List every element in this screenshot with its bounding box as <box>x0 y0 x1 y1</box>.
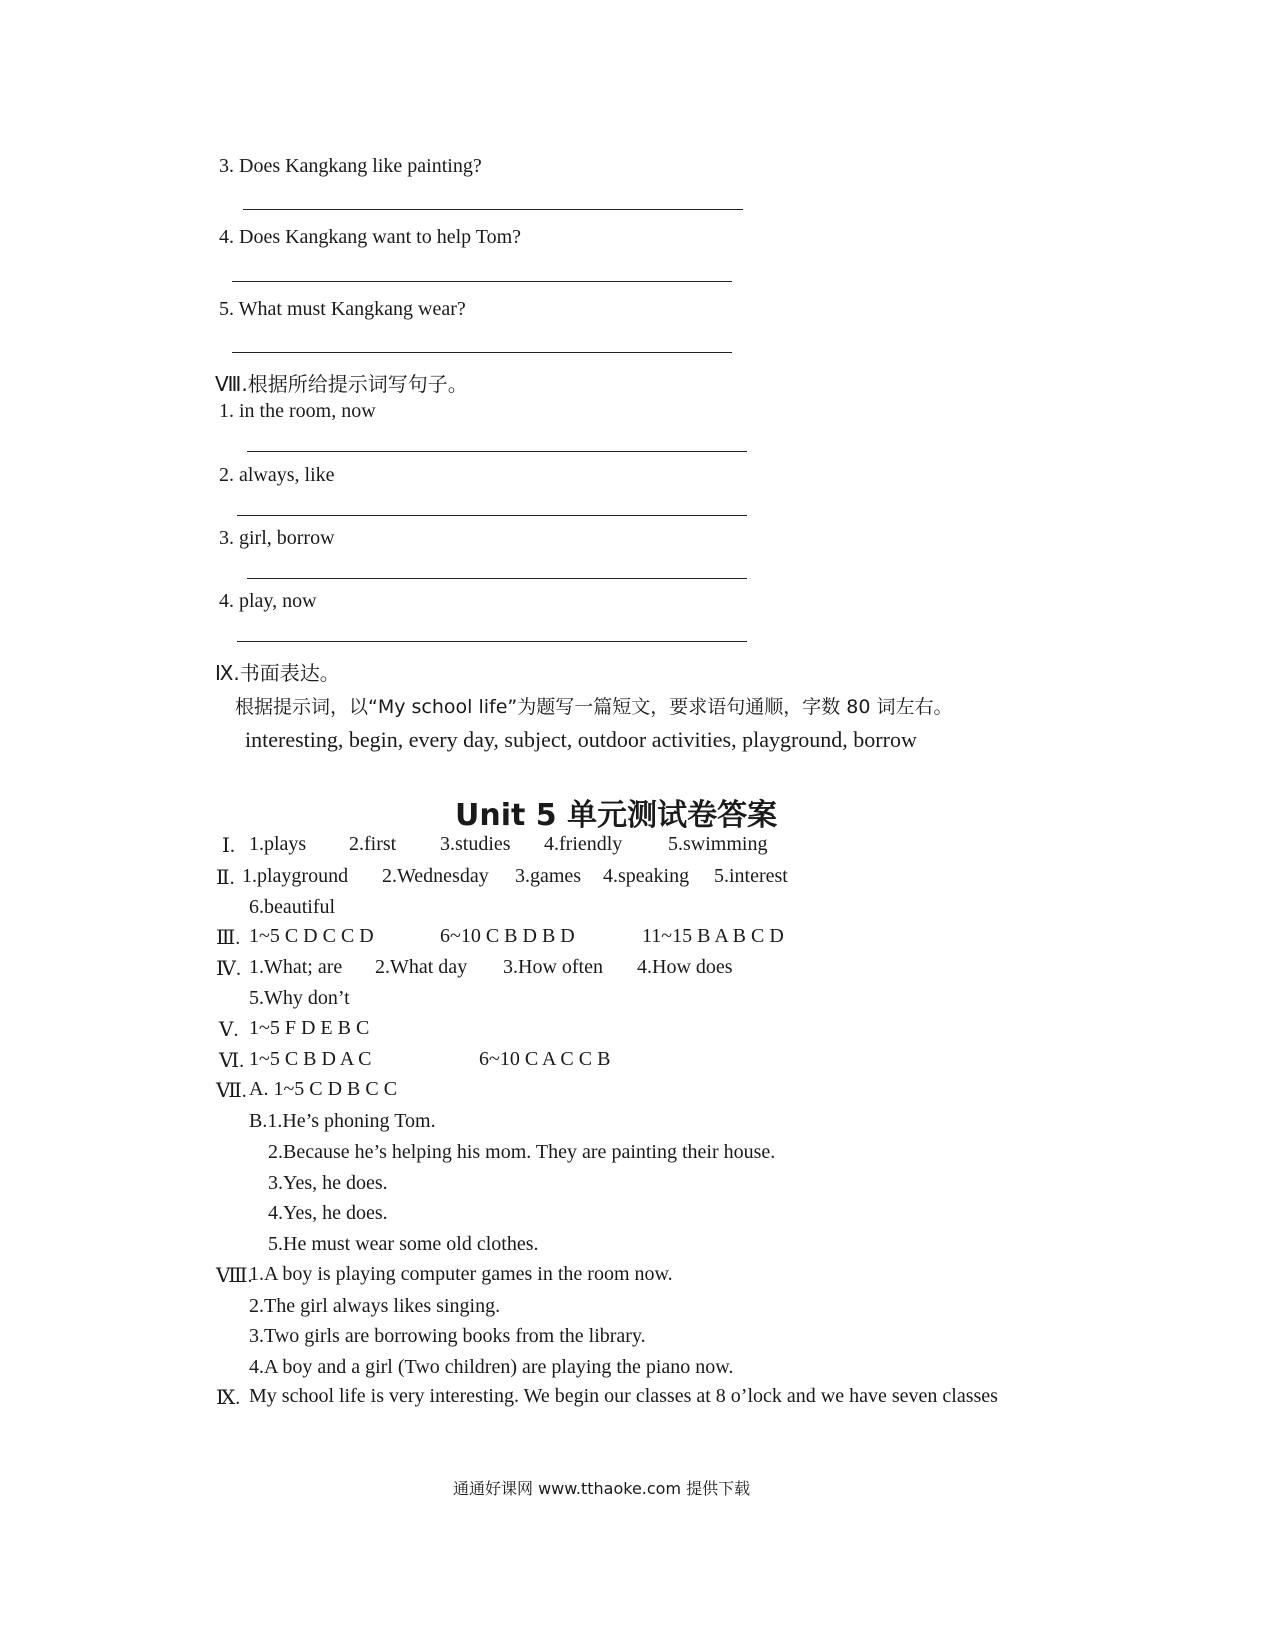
answer-v-1: 1~5 F D E B C <box>249 1017 370 1039</box>
answer-vii-b-3: 3.Yes, he does. <box>268 1172 388 1194</box>
answer-ii-3: 3.games <box>515 865 582 887</box>
answer-vii-b-1: B.1.He’s phoning Tom. <box>249 1110 436 1132</box>
answer-viii-label: Ⅷ. <box>216 1265 253 1287</box>
answer-line <box>237 515 747 516</box>
answer-iv-4: 4.How does <box>637 956 733 978</box>
section-viii-item-2: 2. always, like <box>219 464 335 486</box>
answer-iv-label: Ⅳ. <box>216 958 241 980</box>
answer-iii-1: 1~5 C D C C D <box>249 925 374 947</box>
answer-ii-5: 5.interest <box>714 865 788 887</box>
answer-vii-a: A. 1~5 C D B C C <box>249 1078 398 1100</box>
section-ix-heading: Ⅸ.书面表达。 <box>215 661 340 685</box>
answer-line <box>232 352 732 353</box>
answer-i-label: Ⅰ. <box>222 835 235 857</box>
answer-line <box>247 451 747 452</box>
answer-line <box>247 578 747 579</box>
section-viii-item-3: 3. girl, borrow <box>219 527 335 549</box>
answer-iv-1: 1.What; are <box>249 956 343 978</box>
answer-vi-label: Ⅵ. <box>219 1050 245 1072</box>
answer-i-1: 1.plays <box>249 833 307 855</box>
answer-viii-2: 2.The girl always likes singing. <box>249 1295 501 1317</box>
answer-ii-4: 4.speaking <box>603 865 690 887</box>
answer-iii-3: 11~15 B A B C D <box>642 925 784 947</box>
answer-i-5: 5.swimming <box>668 833 768 855</box>
answer-ii-1: 1.playground <box>242 865 349 887</box>
answer-i-4: 4.friendly <box>544 833 623 855</box>
answer-title: Unit 5 单元测试卷答案 <box>455 798 778 833</box>
section-ix-instruction: 根据提示词，以“My school life”为题写一篇短文，要求语句通顺，字数 80 词左右。 <box>235 696 953 718</box>
answer-vii-label: Ⅶ. <box>216 1080 247 1102</box>
answer-vi-1: 1~5 C B D A C <box>249 1048 372 1070</box>
answer-viii-3: 3.Two girls are borrowing books from the library. <box>249 1325 646 1347</box>
answer-ii-label: Ⅱ. <box>216 867 235 889</box>
section-viii-item-1: 1. in the room, now <box>219 400 376 422</box>
answer-viii-4: 4.A boy and a girl (Two children) are playing the piano now. <box>249 1356 734 1378</box>
answer-vii-b-2: 2.Because he’s helping his mom. They are painting their house. <box>268 1141 776 1163</box>
section-ix-keywords: interesting, begin, every day, subject, outdoor activities, playground, borrow <box>245 727 917 752</box>
answer-vi-2: 6~10 C A C C B <box>479 1048 611 1070</box>
answer-i-3: 3.studies <box>440 833 511 855</box>
answer-iv-2: 2.What day <box>375 956 468 978</box>
answer-iv-3: 3.How often <box>503 956 603 978</box>
question-vii-b-3: 3. Does Kangkang like painting? <box>219 155 482 177</box>
answer-line <box>237 641 747 642</box>
answer-iv-5: 5.Why don’t <box>249 987 350 1009</box>
answer-ii-2: 2.Wednesday <box>382 865 489 887</box>
answer-ix-label: Ⅸ. <box>216 1387 241 1409</box>
section-viii-heading: Ⅷ.根据所给提示词写句子。 <box>215 372 468 396</box>
answer-vii-b-4: 4.Yes, he does. <box>268 1202 388 1224</box>
question-vii-b-4: 4. Does Kangkang want to help Tom? <box>219 226 522 248</box>
answer-line <box>243 209 743 210</box>
answer-ix-text: My school life is very interesting. We begin our classes at 8 o’lock and we have seven classes <box>249 1385 998 1407</box>
answer-viii-1: 1.A boy is playing computer games in the room now. <box>249 1263 673 1285</box>
question-vii-b-5: 5. What must Kangkang wear? <box>219 298 466 320</box>
section-viii-item-4: 4. play, now <box>219 590 317 612</box>
answer-iii-2: 6~10 C B D B D <box>440 925 575 947</box>
page-footer: 通通好课网 www.tthaoke.com 提供下载 <box>453 1479 751 1498</box>
answer-ii-6: 6.beautiful <box>249 896 336 918</box>
answer-line <box>232 281 732 282</box>
answer-iii-label: Ⅲ. <box>216 927 241 949</box>
answer-vii-b-5: 5.He must wear some old clothes. <box>268 1233 539 1255</box>
answer-v-label: Ⅴ. <box>219 1019 239 1041</box>
answer-i-2: 2.first <box>349 833 397 855</box>
